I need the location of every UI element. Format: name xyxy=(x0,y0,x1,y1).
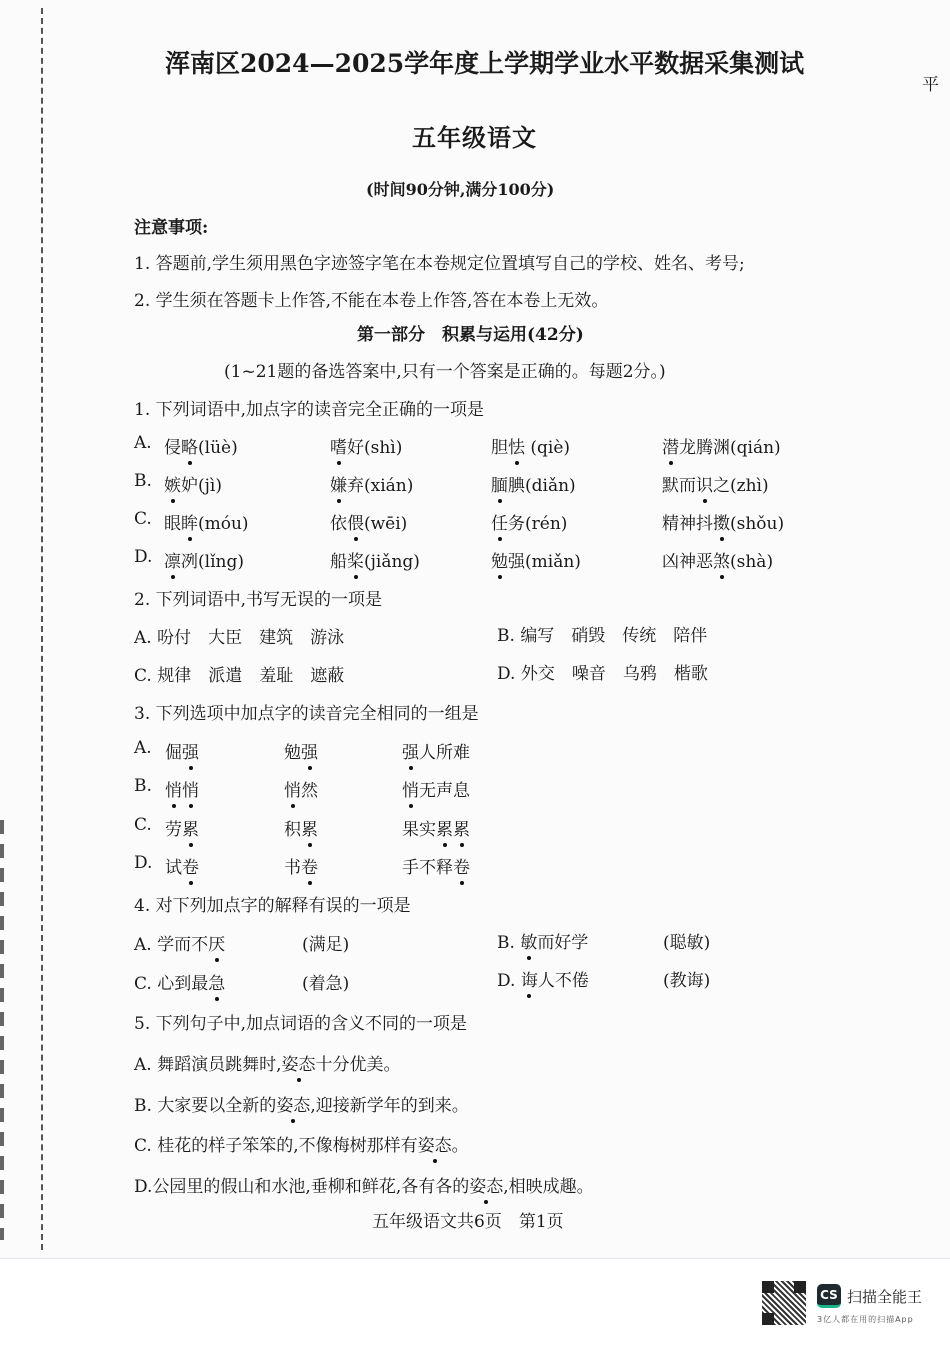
q4-option-d: D. 诲人不倦 (教诲) xyxy=(497,966,589,991)
binding-dashed-line xyxy=(41,8,43,1250)
question-stem: 2. 下列词语中,书写无误的一项是 xyxy=(134,590,383,610)
q3-option-d: D. 试卷 书卷 手不释卷 xyxy=(134,853,470,878)
page-footer: 五年级语文共6页 第1页 xyxy=(372,1212,564,1232)
q4-option-c: C. 心到最急 (着急) xyxy=(134,969,225,994)
page-divider xyxy=(0,1258,950,1259)
q1-option-b: B. 嫉妒(jì) 嫌弃(xián) 腼腆(diǎn) 默而识之(zhì) xyxy=(134,471,769,496)
q3-option-c: C. 劳累 积累 果实累累 xyxy=(134,815,470,840)
exam-title: 浑南区2024—2025学年度上学期学业水平数据采集测试 xyxy=(165,49,805,78)
margin-fragment: 平 xyxy=(922,75,939,95)
q5-option-c: C. 桂花的样子笨笨的,不像梅树那样有姿态。 xyxy=(134,1131,469,1156)
question-stem: 5. 下列句子中,加点词语的含义不同的一项是 xyxy=(134,1014,468,1034)
option-label: A. xyxy=(134,433,152,453)
notice-item: 1. 答题前,学生须用黑色字迹签字笔在本卷规定位置填写自己的学校、姓名、考号; xyxy=(134,254,745,274)
q4-option-b: B. 敏而好学 (聪敏) xyxy=(497,928,588,953)
option-label: B. xyxy=(134,471,152,491)
q5-option-b: B. 大家要以全新的姿态,迎接新学年的到来。 xyxy=(134,1091,469,1116)
q1-option-d: D. 凛冽(lǐng) 船桨(jiǎng) 勉强(miǎn) 凶神恶煞(shà) xyxy=(134,547,774,572)
option-label: C. xyxy=(134,509,152,529)
qr-code-icon xyxy=(762,1281,806,1325)
option-label: D. xyxy=(134,547,153,567)
notice-heading: 注意事项: xyxy=(134,218,209,238)
q2-option-a: A. 吩付 大臣 建筑 游泳 xyxy=(134,628,345,648)
q3-option-b: B. 悄悄 悄然 悄无声息 xyxy=(134,776,470,801)
scanner-tagline: 3亿人都在用的扫描App xyxy=(817,1315,914,1324)
page-edge-marks xyxy=(0,820,4,1240)
scanner-app-name: 扫描全能王 xyxy=(847,1288,923,1306)
subject-title: 五年级语文 xyxy=(412,123,537,152)
time-info: (时间90分钟,满分100分) xyxy=(366,180,555,199)
q1-option-c: C. 眼眸(móu) 依偎(wēi) 任务(rén) 精神抖擞(shǒu) xyxy=(134,509,785,534)
camscanner-logo-icon: CS xyxy=(817,1284,841,1308)
q1-option-a: A. 侵略(lüè) 嗜好(shì) 胆怯 (qiè) 潜龙腾渊(qián) xyxy=(134,433,781,458)
question-stem: 1. 下列词语中,加点字的读音完全正确的一项是 xyxy=(134,400,485,420)
q5-option-a: A. 舞蹈演员跳舞时,姿态十分优美。 xyxy=(134,1050,401,1075)
q2-option-d: D. 外交 噪音 乌鸦 楷歌 xyxy=(497,664,708,684)
q5-option-d: D.公园里的假山和水池,垂柳和鲜花,各有各的姿态,相映成趣。 xyxy=(134,1172,594,1197)
q4-option-a: A. 学而不厌 (满足) xyxy=(134,930,225,955)
q2-option-b: B. 编写 硝毁 传统 陪伴 xyxy=(497,626,708,646)
notice-item: 2. 学生须在答题卡上作答,不能在本卷上作答,答在本卷上无效。 xyxy=(134,291,609,311)
question-stem: 3. 下列选项中加点字的读音完全相同的一组是 xyxy=(134,704,479,724)
section-instruction: (1~21题的备选答案中,只有一个答案是正确的。每题2分。) xyxy=(224,362,666,382)
q2-option-c: C. 规律 派遣 羞耻 遮蔽 xyxy=(134,666,345,686)
question-stem: 4. 对下列加点字的解释有误的一项是 xyxy=(134,896,411,916)
section-title: 第一部分 积累与运用(42分) xyxy=(357,325,584,345)
q3-option-a: A. 倔强 勉强 强人所难 xyxy=(134,738,470,763)
